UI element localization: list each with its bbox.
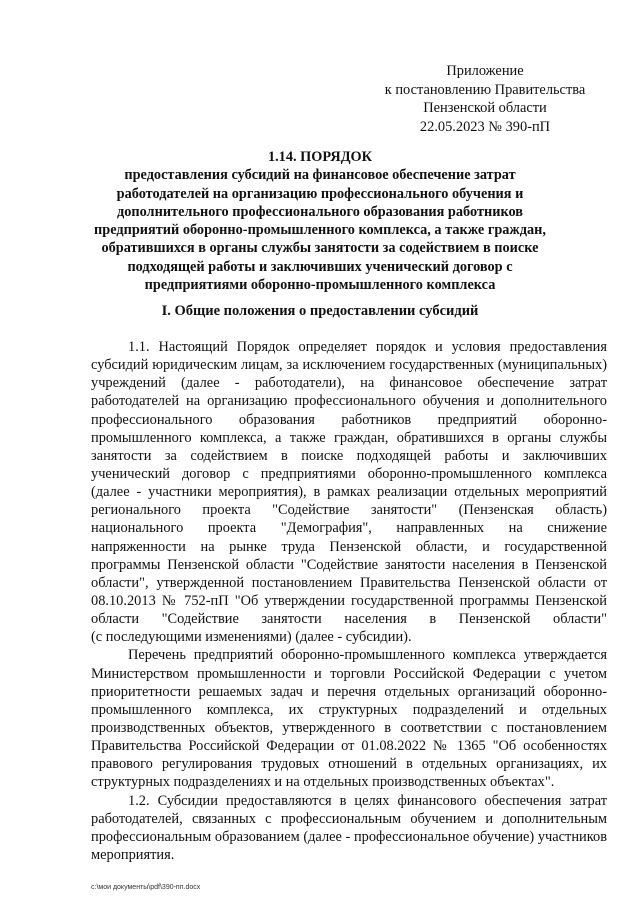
- body-line: занятости за содействием в поиске подходящей работы и заключивших: [91, 447, 607, 464]
- body-line: области "Содействие занятости населения в Пензенской области": [91, 611, 607, 628]
- body-line: работодателей на организацию профессионального обучения и дополнительного: [91, 393, 607, 410]
- title-line: работодателей на организацию профессионального обучения и: [116, 185, 524, 202]
- body-line: работодателей, связанных с профессиональным обучением и дополнительным: [91, 810, 607, 827]
- title-line: 1.14. ПОРЯДОК: [267, 149, 373, 165]
- section-heading: I. Общие положения о предоставлении субсидий: [161, 303, 479, 319]
- body-line: национального проекта "Демография", направленных на снижение: [91, 520, 607, 537]
- body-line: промышленного комплекса, их структурных подразделений и отдельных: [91, 701, 607, 718]
- body-line: Перечень предприятий оборонно-промышленного комплекса утверждается: [128, 647, 607, 664]
- appendix-line: Пензенской области: [423, 100, 547, 116]
- body-line: Правительства Российской Федерации от 01.08.2022 № 1365 "Об особенностях: [91, 738, 607, 755]
- appendix-date-number: 22.05.2023 № 390-пП: [419, 118, 551, 135]
- body-line: правового регулирования трудовых отношений в отдельных организациях, их: [91, 756, 607, 773]
- body-line: (с последующими изменениями) (далее - субсидии).: [91, 629, 412, 646]
- body-line: приоритетности решаемых задач и перечня отдельных организаций оборонно-: [91, 683, 607, 700]
- body-line: (далее - участники мероприятия), в рамках реализации отдельных мероприятий: [91, 484, 607, 501]
- body-line: структурных подразделениях и на отдельных производственных объектах".: [91, 774, 555, 791]
- body-line: промышленного комплекса, а также граждан, обратившихся в органы службы: [91, 429, 607, 446]
- body-line: производственных объектов, утвержденного в соответствии с постановлением: [91, 719, 607, 736]
- body-line: субсидий юридическим лицам, за исключением государственных (муниципальных): [91, 357, 607, 374]
- body-line: мероприятия.: [91, 846, 175, 863]
- appendix-header: [370, 62, 600, 136]
- body-line: 1.2. Субсидии предоставляются в целях финансового обеспечения затрат: [128, 792, 607, 809]
- body-line: Министерством промышленности и торговли Российской Федерации с учетом: [91, 665, 607, 682]
- body-line: учреждений (далее - работодатели), на финансовое обеспечение затрат: [91, 375, 607, 392]
- title-line: предоставления субсидий на финансовое обеспечение затрат: [124, 167, 516, 184]
- body-line: регионального проекта "Содействие занятости" (Пензенская область): [91, 502, 607, 519]
- title-line: предприятиями оборонно-промышленного комплекса: [144, 277, 496, 294]
- title-line: дополнительного профессионального образования работников: [116, 203, 523, 220]
- title-line: предприятий оборонно-промышленного комплекса, а также граждан,: [94, 222, 546, 239]
- body-line: профессионального образования работников предприятий оборонно-: [91, 411, 607, 428]
- body-line: 08.10.2013 № 752-пП "Об утверждении государственной программы Пензенской: [91, 592, 607, 609]
- body-text: [91, 338, 607, 864]
- body-line: ученический договор с предприятиями оборонно-промышленного комплекса: [91, 465, 607, 482]
- appendix-line: к постановлению Правительства: [384, 81, 586, 98]
- document-title: [70, 148, 570, 294]
- body-line: области", утвержденной постановлением Правительства Пензенской области от: [91, 574, 607, 591]
- body-line: 1.1. Настоящий Порядок определяет порядок и условия предоставления: [128, 339, 607, 355]
- title-line: обратившихся в органы службы занятости за содействием в поиске: [101, 240, 539, 257]
- body-line: напряженности на рынке труда Пензенской области, и государственной: [91, 538, 607, 555]
- body-line: программы Пензенской области "Содействие занятости населения в Пензенской: [91, 556, 607, 573]
- body-line: профессиональным образованием (далее - профессиональное обучение) участников: [91, 828, 607, 845]
- title-line: подходящей работы и заключивших ученический договор с: [127, 258, 513, 275]
- appendix-line: Приложение: [446, 63, 524, 79]
- file-path-footer: c:\мои документы\pdf\390-пп.docx: [91, 884, 201, 891]
